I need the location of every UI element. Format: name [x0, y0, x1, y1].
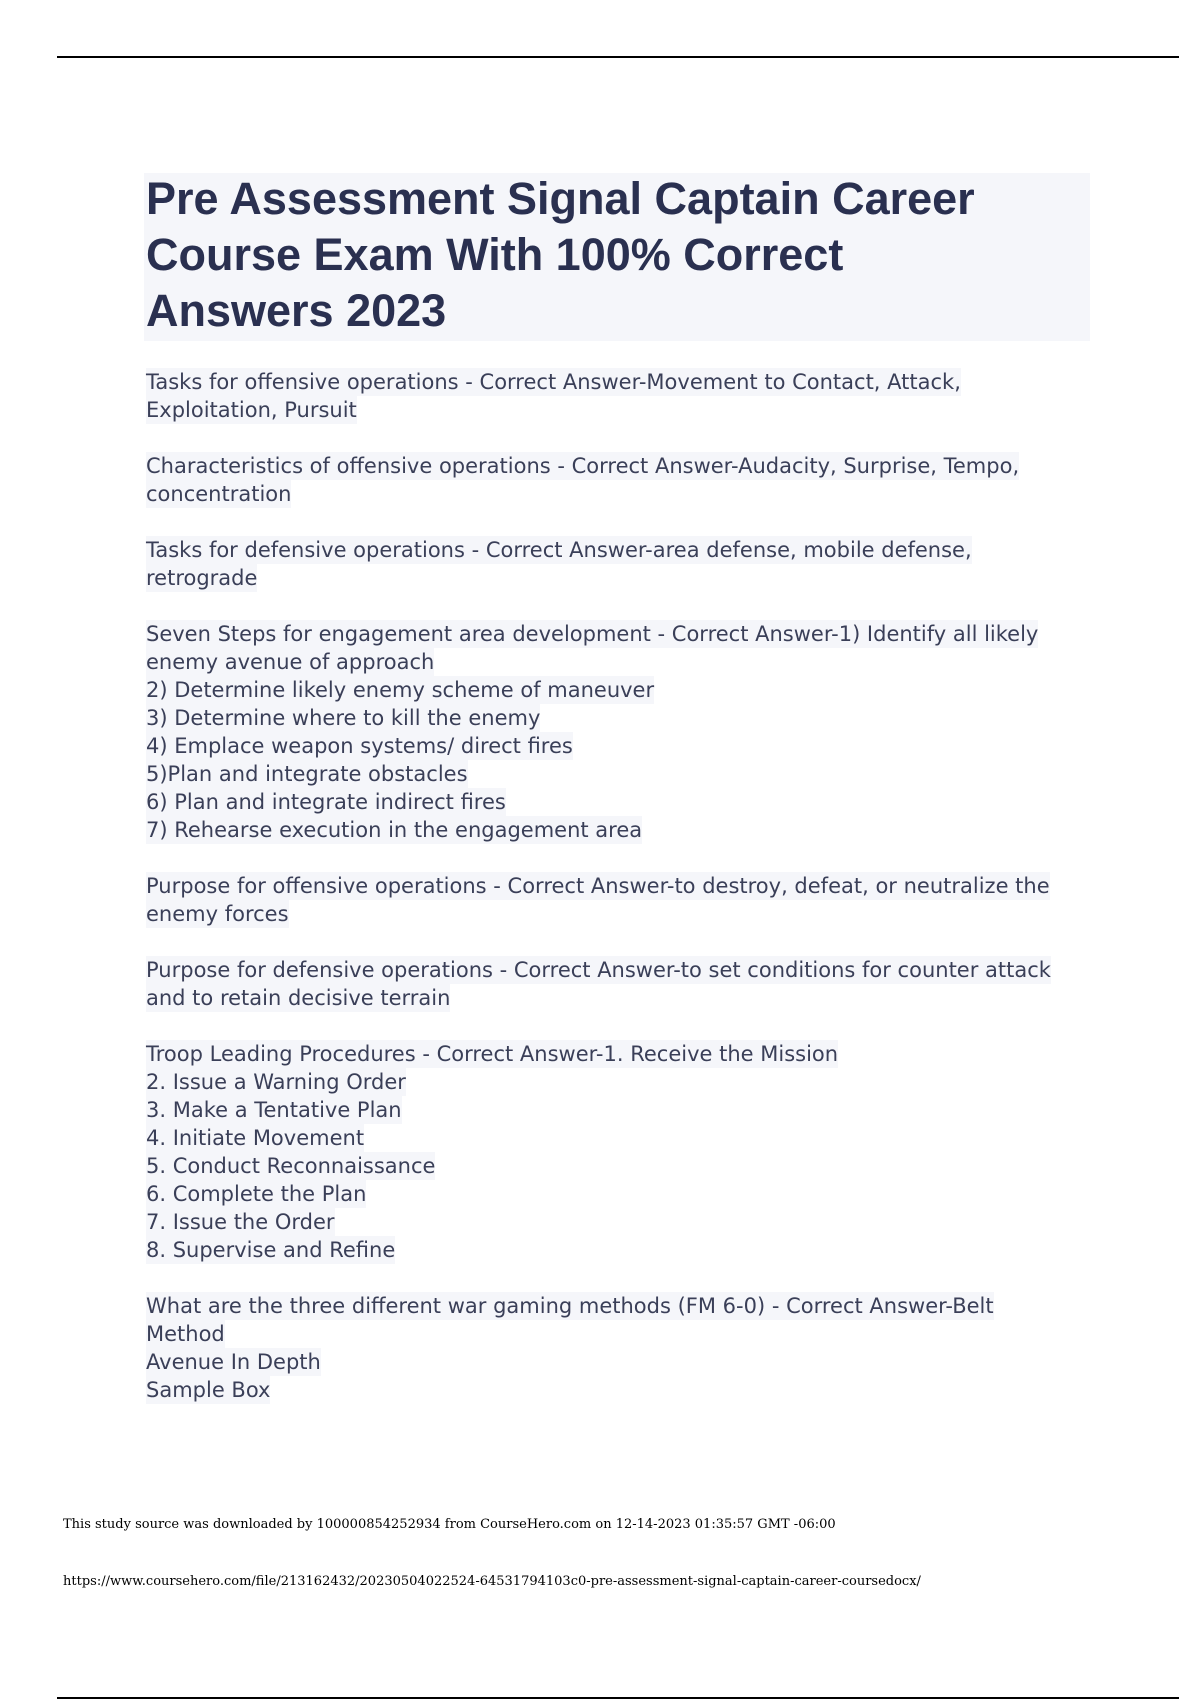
qa-line: 8. Supervise and Refine	[146, 1238, 396, 1262]
qa-line: 3) Determine where to kill the enemy	[146, 706, 541, 730]
qa-line: concentration	[146, 482, 292, 506]
qa-item	[146, 620, 1076, 844]
qa-line: Exploitation, Pursuit	[146, 398, 357, 422]
qa-line: Troop Leading Procedures - Correct Answer-1. Receive the Mission	[146, 1042, 839, 1066]
qa-line: retrograde	[146, 566, 258, 590]
bottom-rule	[57, 1697, 1179, 1699]
qa-item	[146, 956, 1076, 1012]
qa-item	[146, 452, 1076, 508]
download-note: This study source was downloaded by 100000854252934 from CourseHero.com on 12-14-2023 01:35:57 GMT -06:00	[63, 1517, 836, 1532]
qa-line: 2) Determine likely enemy scheme of maneuver	[146, 678, 655, 702]
qa-line: Characteristics of offensive operations - Correct Answer-Audacity, Surprise, Tempo,	[146, 454, 1020, 478]
qa-line: 2. Issue a Warning Order	[146, 1070, 406, 1094]
qa-item	[146, 1040, 1076, 1264]
qa-line: 5. Conduct Reconnaissance	[146, 1154, 436, 1178]
qa-line: 6) Plan and integrate indirect fires	[146, 790, 506, 814]
title-line: Answers 2023	[146, 285, 447, 336]
qa-list	[146, 368, 1076, 1432]
qa-line: Seven Steps for engagement area development - Correct Answer-1) Identify all likely	[146, 622, 1039, 646]
qa-line: Tasks for offensive operations - Correct Answer-Movement to Contact, Attack,	[146, 370, 961, 394]
qa-line: 7. Issue the Order	[146, 1210, 335, 1234]
top-rule	[57, 56, 1179, 58]
qa-line: What are the three different war gaming methods (FM 6-0) - Correct Answer-Belt	[146, 1294, 994, 1318]
qa-item	[146, 368, 1076, 424]
qa-item	[146, 1292, 1076, 1404]
qa-line: enemy avenue of approach	[146, 650, 435, 674]
qa-line: Tasks for defensive operations - Correct Answer-area defense, mobile defense,	[146, 538, 972, 562]
title-line: Course Exam With 100% Correct	[146, 229, 844, 280]
document-title	[146, 171, 1076, 339]
qa-line: 3. Make a Tentative Plan	[146, 1098, 402, 1122]
qa-line: 4. Initiate Movement	[146, 1126, 365, 1150]
qa-line: and to retain decisive terrain	[146, 986, 451, 1010]
qa-line: Method	[146, 1322, 225, 1346]
qa-item	[146, 536, 1076, 592]
qa-line: 6. Complete the Plan	[146, 1182, 367, 1206]
qa-line: Purpose for offensive operations - Correct Answer-to destroy, defeat, or neutralize the	[146, 874, 1050, 898]
qa-line: Sample Box	[146, 1378, 271, 1402]
title-line: Pre Assessment Signal Captain Career	[146, 173, 975, 224]
qa-item	[146, 872, 1076, 928]
qa-line: 5)Plan and integrate obstacles	[146, 762, 468, 786]
qa-line: 4) Emplace weapon systems/ direct fires	[146, 734, 573, 758]
qa-line: 7) Rehearse execution in the engagement area	[146, 818, 643, 842]
qa-line: enemy forces	[146, 902, 289, 926]
source-url: https://www.coursehero.com/file/213162432/20230504022524-64531794103c0-pre-assessment-signal-captain-career-coursedocx/	[63, 1574, 921, 1589]
qa-line: Purpose for defensive operations - Correct Answer-to set conditions for counter attack	[146, 958, 1051, 982]
qa-line: Avenue In Depth	[146, 1350, 321, 1374]
